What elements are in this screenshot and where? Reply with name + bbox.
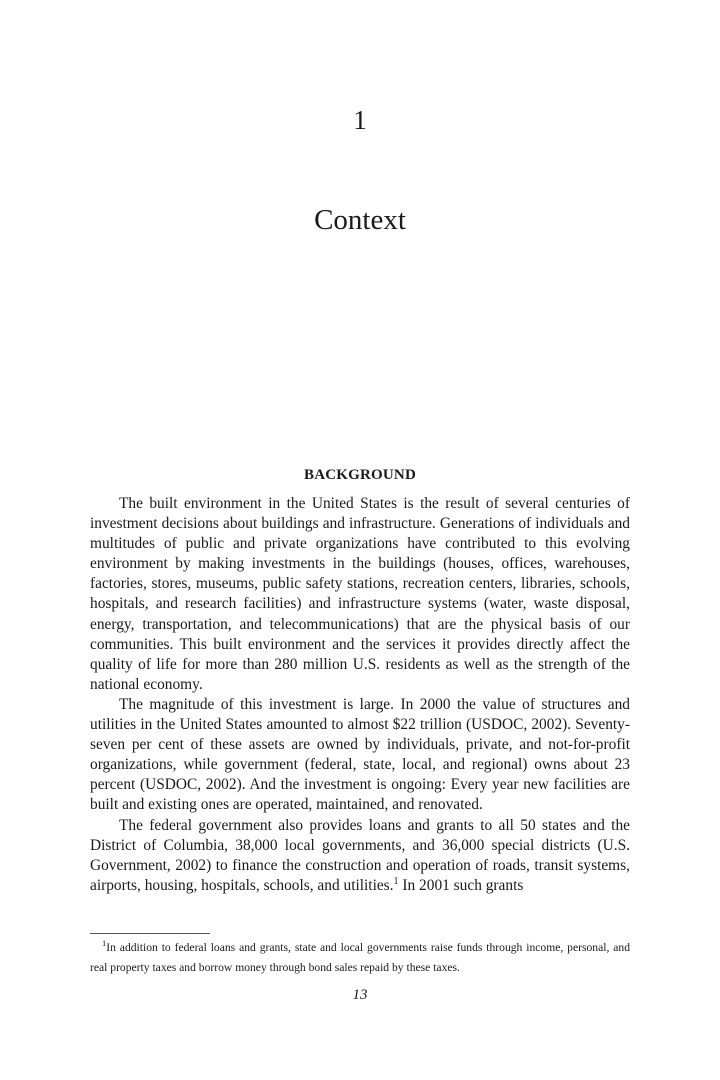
footnote	[90, 938, 630, 977]
footnote-divider	[90, 933, 210, 934]
paragraph-1: The built environment in the United States is the result of several centuries of investment decisions about buildings and infrastructure. Generations of individuals and multitudes of public and private organizations have contributed to this evolving environment by making investments in the buildings (houses, offices, warehouses, factories, stores, museums, public safety stations, recreation centers, libraries, schools, hospitals, and research facilities) and infrastructure systems (water, waste disposal, energy, transportation, and telecommunications) that are the physical basis of our communities. This built environment and the services it provides directly affect the quality of life for more than 280 million U.S. residents as well as the strength of the national economy.	[90, 495, 630, 693]
paragraph-2: The magnitude of this investment is large. In 2000 the value of structures and utilities in the United States amounted to almost $22 trillion (USDOC, 2002). Seventy-seven per cent of these assets are owned by individuals, private, and not-for-profit organizations, while government (federal, state, local, and regional) owns about 23 percent (USDOC, 2002). And the investment is ongoing: Every year new facilities are built and existing ones are operated, maintained, and renovated.	[90, 695, 630, 814]
section-heading: BACKGROUND	[303, 467, 416, 483]
paragraph-3-tail: In 2001 such grants	[398, 876, 524, 894]
chapter-number: 1	[353, 105, 367, 135]
page-number: 13	[352, 987, 368, 1003]
chapter-title: Context	[314, 204, 406, 236]
footnote-reference[interactable]: 1	[393, 875, 399, 887]
footnote-text: In addition to federal loans and grants, state and local governments raise funds through income, personal, and real property taxes and borrow money through bond sales repaid by these taxes.	[90, 941, 630, 974]
paragraph-3	[90, 816, 630, 896]
body-text	[90, 494, 630, 896]
footnote-marker: 1	[102, 938, 107, 949]
paragraph-3-text: The federal government also provides loans and grants to all 50 states and the District of Columbia, 38,000 local governments, and 36,000 special districts (U.S. Government, 2002) to finance the construction and operation of roads, transit systems, airports, housing, hospitals, schools, and utilities.	[90, 816, 630, 894]
footnote-paragraph	[90, 938, 630, 977]
